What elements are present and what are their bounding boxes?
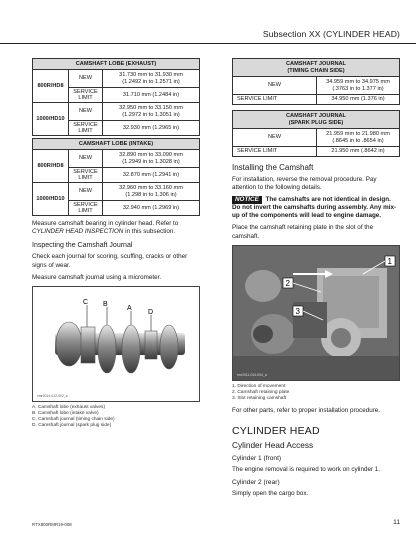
- table-cell-value: 32.940 mm (1.2969 in): [103, 201, 200, 216]
- table-cell-condition: SERVICE LIMIT: [69, 88, 103, 103]
- table-cell-value: 32.870 mm (1.2941 in): [103, 168, 200, 183]
- page-number: 11: [393, 519, 400, 526]
- table-cell-value: 21.950 mm (.8642 in): [317, 147, 400, 157]
- table-cell-model: 800R/HD8: [33, 150, 69, 183]
- table-cell-condition: SERVICE LIMIT: [69, 168, 103, 183]
- table-cell-condition: NEW: [233, 129, 317, 147]
- figure-label-c: C: [83, 298, 89, 306]
- camshaft-figure-captions: [32, 405, 200, 429]
- intake-lobe-table: [32, 138, 200, 216]
- header-title: Subsection XX (CYLINDER HEAD): [262, 29, 400, 39]
- cylinder-1-heading: Cylinder 1 (front): [232, 454, 282, 462]
- figure-code: rmr2011-014-004_a: [237, 372, 267, 377]
- header-divider: [0, 43, 416, 44]
- journal-timing-table: [232, 58, 400, 105]
- table-cell-condition: NEW: [69, 183, 103, 201]
- table-cell-value: 34.959 mm to 34.975 mm (.3763 in to 1.377 in): [317, 77, 400, 95]
- table-cell-value: 32.960 mm to 33.160 mm (1.298 in to 1.306 in): [103, 183, 200, 201]
- table-cell-condition: NEW: [69, 150, 103, 168]
- table-cell-condition: SERVICE LIMIT: [233, 95, 317, 105]
- caption-line: D. Camshaft journal (spark plug side): [32, 422, 112, 428]
- heading-line: CAMSHAFT JOURNAL: [286, 61, 346, 68]
- figure-label-b: B: [103, 300, 108, 308]
- callout-1: 1: [387, 256, 392, 266]
- journal-spark-heading: [233, 111, 400, 129]
- callout-2: 2: [285, 278, 290, 288]
- inspect-journal-heading: Inspecting the Camshaft Journal: [32, 242, 133, 250]
- table-cell-value: 31.730 mm to 31.930 mm (1.2492 in to 1.2571 in): [103, 70, 200, 88]
- measure-bearing-text: Measure camshaft bearing in cylinder head. Refer to: [32, 220, 179, 227]
- table-cell-value: 32.950 mm to 33.150 mm (1.2972 in to 1.3051 in): [103, 103, 200, 121]
- table-cell-model: 800R/HD8: [33, 70, 69, 103]
- table-cell-value: 21.959 mm to 21.980 mm (.8645 in to .8654 in): [317, 129, 400, 147]
- heading-line: CAMSHAFT JOURNAL: [286, 113, 346, 120]
- table-cell-condition: SERVICE LIMIT: [233, 147, 317, 157]
- table-cell-value: 32.890 mm to 33.090 mm (1.2949 in to 1.3028 in): [103, 150, 200, 168]
- callout-3: 3: [295, 306, 300, 316]
- cylinder-head-access-heading: Cylinder Head Access: [232, 439, 314, 450]
- exhaust-lobe-table: [32, 58, 200, 136]
- table-cell-value: 32.930 mm (1.2965 in): [103, 121, 200, 136]
- table-cell-value: 31.710 mm (1.2484 in): [103, 88, 200, 103]
- table-cell-condition: NEW: [69, 103, 103, 121]
- journal-spark-table: [232, 110, 400, 157]
- notice-text: The camshafts are not identical in design. Do not invert the camshafts during assembly. Any mix-up of the components will lead to engine damage.: [232, 196, 397, 220]
- figure-label-d: D: [148, 308, 154, 316]
- exhaust-table-heading: CAMSHAFT LOBE (EXHAUST): [33, 59, 200, 70]
- caption-line: C. Camshaft journal (timing chain side): [32, 416, 115, 422]
- page-header: [0, 0, 416, 52]
- table-cell-condition: NEW: [233, 77, 317, 95]
- caption-line: 3. Slot retaining camshaft: [232, 395, 287, 401]
- micrometer-paragraph: Measure camshaft journal using a micrometer.: [32, 273, 162, 281]
- table-cell-model: 1000/HD10: [33, 183, 69, 216]
- notice-block: [232, 196, 400, 220]
- figure-label-a: A: [127, 304, 132, 312]
- cylinder-1-paragraph: The engine removal is required to work on cylinder 1.: [232, 465, 381, 473]
- heading-line: (SPARK PLUG SIDE): [288, 119, 344, 126]
- caption-line: A. Camshaft lobe (exhaust valves): [32, 404, 106, 410]
- install-camshaft-heading: Installing the Camshaft: [232, 163, 314, 172]
- table-cell-value: 34.950 mm (1.376 in): [317, 95, 400, 105]
- cylinder-head-photo: [233, 246, 399, 380]
- table-cell-condition: SERVICE LIMIT: [69, 201, 103, 216]
- camshaft-illustration: [33, 287, 199, 401]
- table-cell-condition: NEW: [69, 70, 103, 88]
- cylinder-head-inspection-link[interactable]: CYLINDER HEAD INSPECTION: [32, 228, 124, 236]
- journal-timing-heading: [233, 59, 400, 77]
- left-column: [32, 58, 200, 429]
- caption-line: 1. Direction of movement: [232, 383, 286, 389]
- figure-code: vmr2014-012-002_a: [37, 393, 68, 398]
- inspect-journal-paragraph: Check each journal for scoring, scuffing, cracks or other signs of wear.: [32, 253, 188, 269]
- retaining-plate-figure: [232, 245, 400, 381]
- cylinder-head-heading: CYLINDER HEAD: [232, 424, 320, 437]
- measure-bearing-paragraph: [32, 220, 200, 236]
- cylinder-2-heading: Cylinder 2 (rear): [232, 479, 280, 487]
- table-cell-model: 1000/HD10: [33, 103, 69, 136]
- other-parts-paragraph: For other parts, refer to proper installation procedure.: [232, 406, 381, 414]
- cylinder-2-paragraph: Simply open the cargo box.: [232, 490, 309, 498]
- notice-badge: NOTICE: [232, 196, 262, 204]
- place-plate-paragraph: Place the camshaft retaining plate in the slot of the camshaft.: [232, 224, 374, 240]
- caption-line: 2. Camshaft retaining plate: [232, 389, 290, 395]
- table-cell-condition: SERVICE LIMIT: [69, 121, 103, 136]
- heading-line: (TIMING CHAIN SIDE): [287, 67, 345, 74]
- retaining-plate-captions: [232, 384, 400, 402]
- install-paragraph: For installation, reverse the removal procedure. Pay attention to the following details.: [232, 176, 377, 192]
- footer-document-code: RTX800RMR19-008: [32, 522, 72, 527]
- measure-bearing-text-end: in this subsection.: [123, 228, 176, 236]
- right-column: [232, 58, 400, 498]
- intake-table-heading: CAMSHAFT LOBE (INTAKE): [33, 139, 200, 150]
- caption-line: B. Camshaft lobe (intake valve): [32, 410, 99, 416]
- camshaft-figure: [32, 286, 200, 402]
